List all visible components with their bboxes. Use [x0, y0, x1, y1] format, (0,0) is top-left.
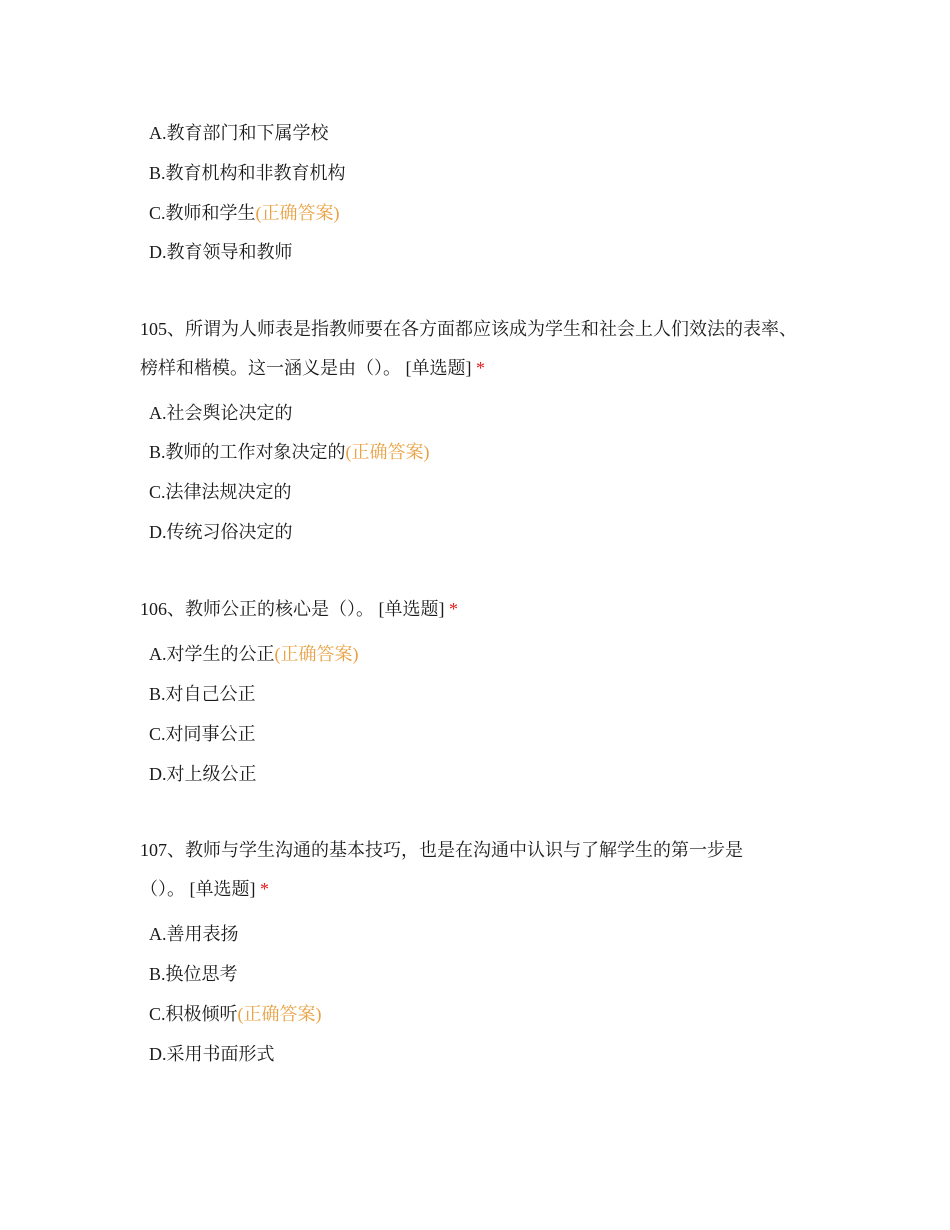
question-text	[140, 310, 800, 388]
option-label: B.换位思考	[149, 964, 238, 984]
option-item	[149, 401, 293, 425]
option-item	[149, 520, 293, 544]
question-text	[140, 590, 800, 629]
option-label: B.对自己公正	[149, 684, 256, 704]
option-label: B.教育机构和非教育机构	[149, 163, 346, 183]
correct-answer-marker: (正确答案)	[345, 442, 430, 462]
option-label: D.传统习俗决定的	[149, 522, 293, 542]
question-stem: 107、教师与学生沟通的基本技巧，也是在沟通中认识与了解学生的第一步是（）。 [单选题]	[140, 840, 743, 899]
option-item	[149, 762, 257, 786]
option-item	[149, 240, 293, 264]
option-item	[149, 161, 346, 185]
option-item	[149, 1002, 322, 1026]
option-label: B.教师的工作对象决定的	[149, 442, 346, 462]
required-marker: *	[449, 599, 458, 619]
correct-answer-marker: (正确答案)	[274, 644, 359, 664]
option-item	[149, 642, 359, 666]
option-item	[149, 201, 340, 225]
option-item	[149, 1042, 275, 1066]
option-item	[149, 480, 292, 504]
option-label: C.教师和学生	[149, 203, 256, 223]
option-item	[149, 440, 430, 464]
question-text	[140, 831, 780, 909]
required-marker: *	[260, 879, 269, 899]
question-stem: 105、所谓为人师表是指教师要在各方面都应该成为学生和社会上人们效法的表率、榜样和楷模。这一涵义是由（）。 [单选题]	[140, 319, 797, 378]
correct-answer-marker: (正确答案)	[255, 203, 340, 223]
option-item	[149, 121, 329, 145]
option-label: D.对上级公正	[149, 764, 257, 784]
option-label: C.对同事公正	[149, 724, 256, 744]
correct-answer-marker: (正确答案)	[237, 1004, 322, 1024]
option-label: A.善用表扬	[149, 924, 239, 944]
option-label: C.法律法规决定的	[149, 482, 292, 502]
option-label: A.对学生的公正	[149, 644, 275, 664]
required-marker: *	[476, 358, 485, 378]
option-label: A.社会舆论决定的	[149, 403, 293, 423]
option-item	[149, 682, 256, 706]
option-label: C.积极倾听	[149, 1004, 238, 1024]
question-stem: 106、教师公正的核心是（）。 [单选题]	[140, 599, 445, 619]
option-item	[149, 922, 239, 946]
option-label: D.教育领导和教师	[149, 242, 293, 262]
option-label: A.教育部门和下属学校	[149, 123, 329, 143]
option-item	[149, 962, 238, 986]
option-item	[149, 722, 256, 746]
option-label: D.采用书面形式	[149, 1044, 275, 1064]
